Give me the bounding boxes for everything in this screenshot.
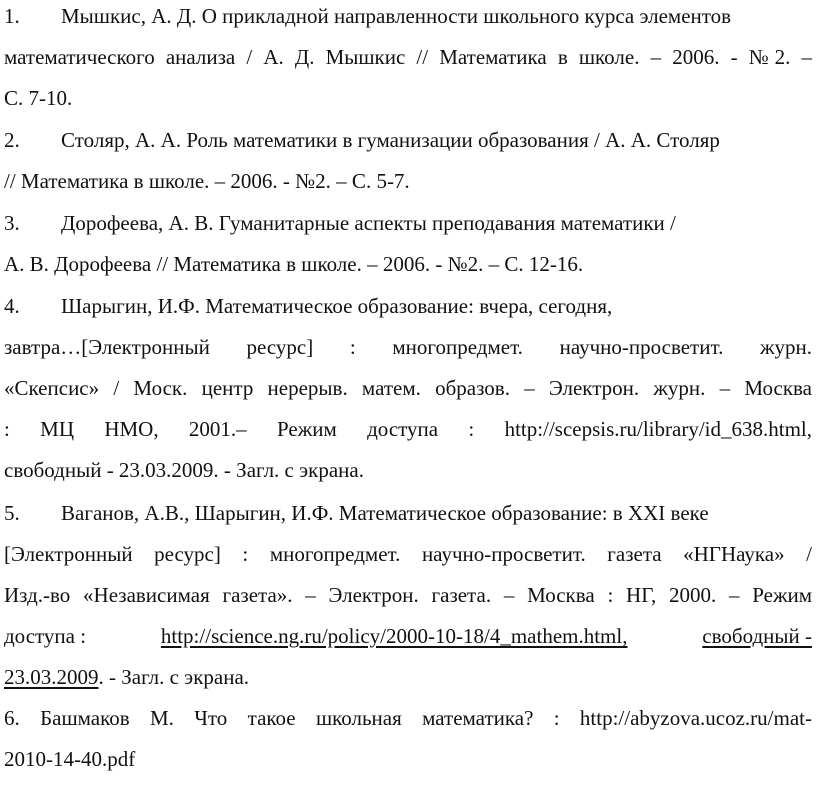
reference-text: Столяр, А. А. Роль математики в гуманизации образования / А. А. Столяр: [61, 128, 720, 152]
free-access-label: свободный -: [702, 624, 812, 648]
reference-4-line-5: свободный - 23.03.2009. - Загл. с экрана.: [4, 458, 364, 482]
reference-5-line-4: [4, 623, 812, 649]
reference-text: Ваганов, А.В., Шарыгин, И.Ф. Математическое образование: в XXI веке: [61, 501, 709, 525]
reference-number: 5.: [4, 501, 20, 525]
reference-3-line-2: А. В. Дорофеева // Математика в школе. – 2006. - №2. – С. 12-16.: [4, 252, 584, 276]
access-label: доступа :: [4, 624, 87, 648]
reference-text: Башмаков М. Что такое школьная математика? : http://abyzova.ucoz.ru/mat-: [40, 706, 812, 730]
reference-text: . - Загл. с экрана.: [98, 665, 250, 689]
reference-number: 4.: [4, 294, 20, 318]
access-date: 23.03.2009: [4, 665, 99, 689]
reference-1-line-2: математического анализа / А. Д. Мышкис // Математика в школе. – 2006. - №2. –: [4, 45, 812, 69]
reference-text: Дорофеева, А. В. Гуманитарные аспекты преподавания математики /: [61, 211, 676, 235]
reference-text: Мышкис, А. Д. О прикладной направленности школьного курса элементов: [61, 4, 732, 28]
reference-text: Шарыгин, И.Ф. Математическое образование: вчера, сегодня,: [61, 294, 613, 318]
reference-number: 1.: [4, 4, 20, 28]
reference-2: [4, 127, 812, 153]
reference-4-line-4: : МЦ НМО, 2001.– Режим доступа : http://scepsis.ru/library/id_638.html,: [4, 417, 812, 441]
reference-5-line-2: [Электронный ресурс] : многопредмет. научно-просветит. газета «НГНаука» /: [4, 542, 812, 566]
reference-2-line-2: // Математика в школе. – 2006. - №2. – С. 5-7.: [4, 169, 410, 193]
reference-1-line-3: С. 7-10.: [4, 86, 73, 110]
reference-1: [4, 3, 812, 29]
reference-link[interactable]: http://science.ng.ru/policy/2000-10-18/4_mathem.html,: [160, 624, 628, 648]
reference-3: [4, 210, 812, 236]
reference-4-line-2: завтра…[Электронный ресурс] : многопредмет. научно-просветит. журн.: [4, 335, 812, 359]
reference-4-line-3: «Скепсис» / Моск. центр нерерыв. матем. образов. – Электрон. журн. – Москва: [4, 376, 812, 400]
reference-number: 6.: [4, 706, 20, 730]
reference-5-line-3: Изд.-во «Независимая газета». – Электрон. газета. – Москва : НГ, 2000. – Режим: [4, 583, 812, 607]
reference-4: [4, 293, 812, 319]
reference-6-line-2: 2010-14-40.pdf: [4, 747, 136, 771]
reference-number: 3.: [4, 211, 20, 235]
reference-5: [4, 500, 812, 526]
reference-number: 2.: [4, 128, 20, 152]
reference-6: [4, 705, 812, 731]
reference-5-line-5: [4, 664, 812, 690]
